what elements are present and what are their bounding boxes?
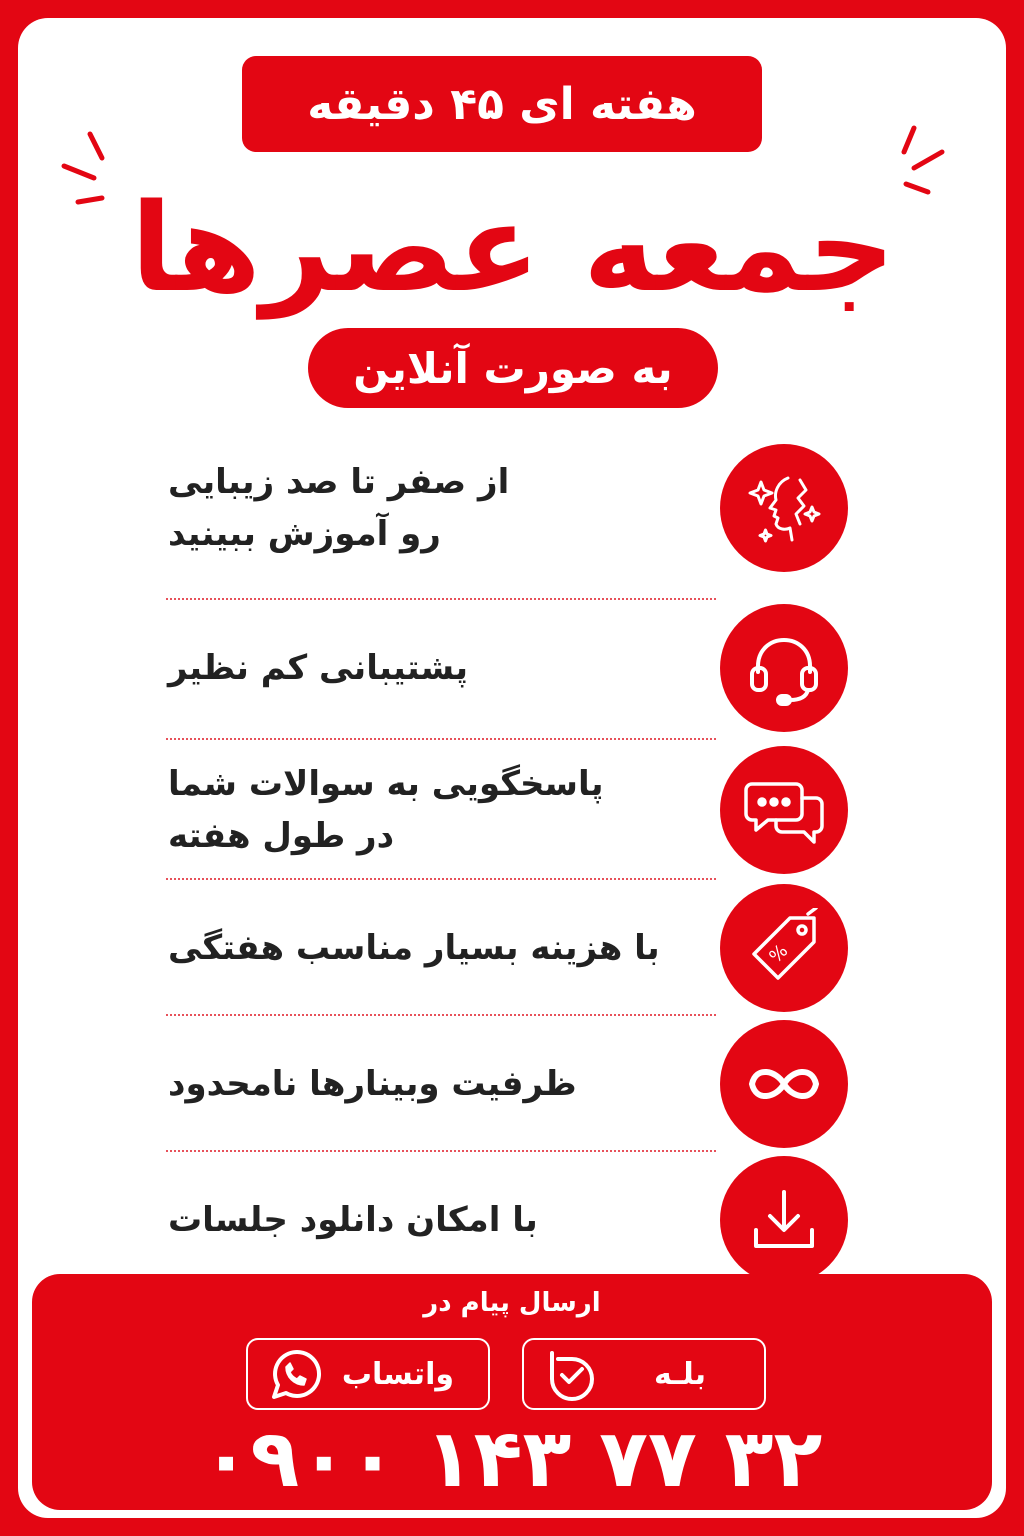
feature-text — [168, 1152, 708, 1288]
face-sparkle-icon — [720, 444, 848, 572]
main-title: جمعه عصرها — [130, 177, 896, 319]
divider — [166, 738, 716, 740]
feature-item — [158, 440, 858, 576]
discount-tag-icon — [720, 884, 848, 1012]
online-badge-text: به صورت آنلاین — [353, 343, 673, 393]
bale-label: بلـه — [654, 1356, 706, 1392]
feature-line: از صفر تا صد زیبایی — [168, 462, 510, 502]
feature-item — [158, 600, 858, 736]
chat-bubbles-icon — [720, 746, 848, 874]
duration-badge-text: هفته ای ۴۵ دقیقه — [307, 78, 697, 130]
feature-line: رو آموزش ببینید — [168, 514, 441, 554]
download-icon — [720, 1156, 848, 1284]
feature-line: با امکان دانلود جلسات — [168, 1200, 538, 1240]
bale-icon — [542, 1345, 600, 1403]
feature-text — [168, 742, 708, 878]
feature-line: در طول هفته — [168, 816, 395, 856]
feature-text — [168, 440, 708, 576]
online-badge — [308, 328, 718, 408]
feature-text — [168, 1016, 708, 1152]
infinity-icon — [720, 1020, 848, 1148]
feature-text — [168, 600, 708, 736]
feature-item — [158, 1016, 858, 1152]
poster-card — [18, 18, 1006, 1518]
feature-item — [158, 742, 858, 878]
send-message-label: ارسال پیام در — [423, 1288, 601, 1318]
feature-line: با هزینه بسیار مناسب هفتگی — [168, 928, 660, 968]
whatsapp-label: واتساب — [341, 1356, 454, 1392]
feature-line: پشتیبانی کم نظیر — [168, 648, 468, 688]
feature-line: پاسخگویی به سوالات شما — [168, 764, 604, 804]
feature-item — [158, 880, 858, 1016]
feature-text — [168, 880, 708, 1016]
duration-badge — [242, 56, 762, 152]
feature-item — [158, 1152, 858, 1288]
phone-number[interactable]: ۰۹۰۰ ۱۴۳ ۷۷ ۳۲ — [201, 1412, 823, 1505]
whatsapp-icon — [266, 1345, 324, 1403]
contact-panel — [32, 1274, 992, 1510]
svg-text:%: % — [765, 940, 793, 968]
bale-button[interactable] — [522, 1338, 766, 1410]
whatsapp-button[interactable] — [246, 1338, 490, 1410]
headset-icon — [720, 604, 848, 732]
feature-line: ظرفیت وبینارها نامحدود — [168, 1064, 577, 1104]
